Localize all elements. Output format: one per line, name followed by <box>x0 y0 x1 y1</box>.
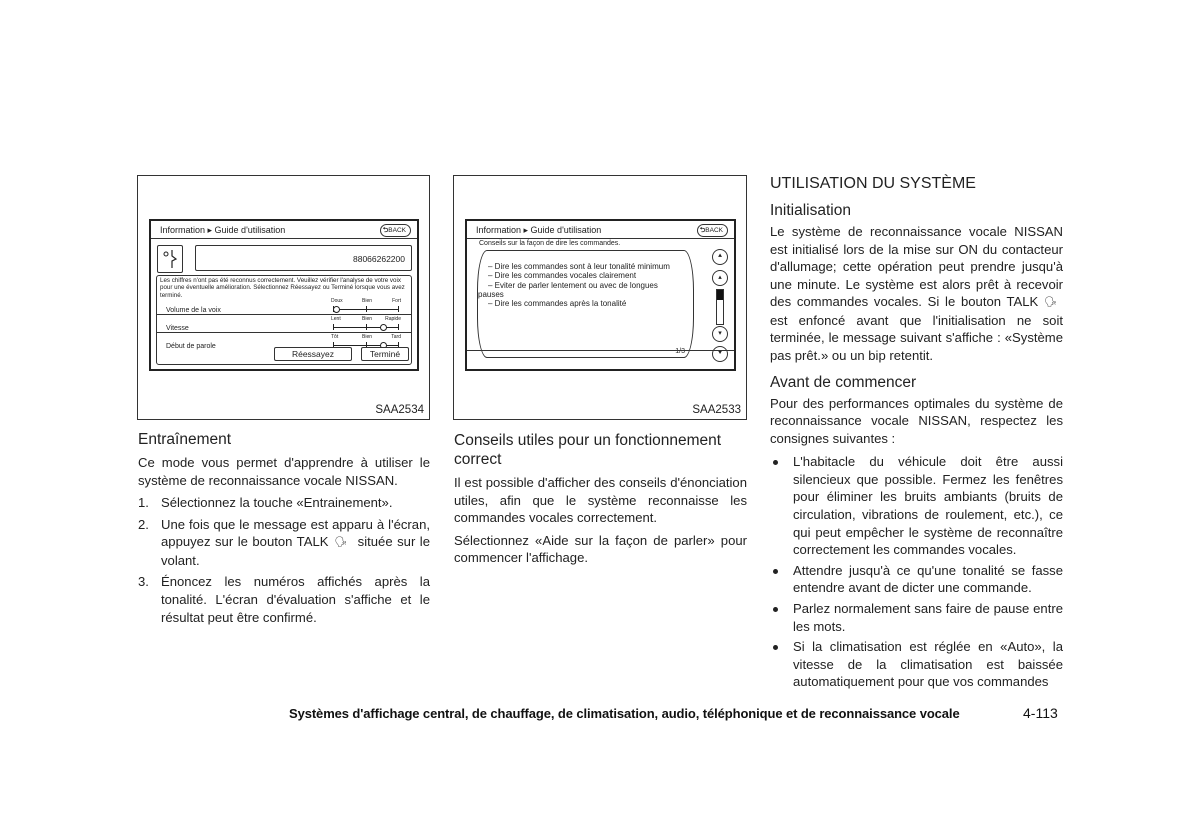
tip-item: – Dire les commandes vocales clairement <box>488 271 637 281</box>
talk-button-icon: 🗣 <box>334 537 348 549</box>
paragraph: Il est possible d'afficher des conseils d'énonciation utiles, afin que le système reconnaisse les commandes vocales correctement. <box>454 475 747 526</box>
paragraph: Pour des performances optimales du système de reconnaissance vocale NISSAN, respectez les consignes suivantes : <box>770 395 1063 446</box>
column-tips <box>454 431 747 567</box>
paragraph: Le système de reconnaissance vocale NISSAN est initialisé lors de la mise sur ON du contacteur d'allumage; cette opération peut prendre jusqu'à une minute. Le système est alors prêt à recevoir des commandes vocales. Si le bouton TALK 🗣est enfoncé avant que l'initialisation ne soit terminée, le message suivant s'affiche : «Système pas prêt.» ou un bip retentit. <box>770 224 1063 363</box>
evaluation-panel <box>156 275 412 365</box>
back-arrow-icon: ⮌ <box>382 227 389 234</box>
screen-header <box>467 221 734 239</box>
speaking-tips-screen <box>465 219 736 371</box>
bullet-dot <box>773 645 778 650</box>
section-heading: Conseils utiles pour un fonctionnement correct <box>454 432 722 468</box>
tip-item: – Dire les commandes sont à leur tonalité minimum <box>488 262 670 271</box>
recognized-number-field: 88066262200 <box>195 245 412 271</box>
page-indicator: 1/3 <box>675 348 685 355</box>
step-item: 2. Une fois que le message est apparu à l'écran, appuyez sur le bouton TALK 🗣 située sur le volant. <box>138 516 430 568</box>
slider-knob[interactable] <box>333 306 340 313</box>
page-up-button[interactable] <box>712 249 728 265</box>
param-speed: Vitesse Lent Bien Rapide <box>157 316 411 333</box>
figure-tips-screen <box>453 175 747 420</box>
scrollbar[interactable] <box>716 289 724 325</box>
breadcrumb: Information ▸ Guide d'utilisation <box>160 225 286 235</box>
breadcrumb: Information ▸ Guide d'utilisation <box>476 225 602 235</box>
paragraph: Sélectionnez «Aide sur la façon de parler» pour commencer l'affichage. <box>454 532 747 566</box>
tips-panel <box>477 250 694 358</box>
bullet-item: Parlez normalement sans faire de pause entre les mots. <box>770 600 1063 635</box>
screen-footer-divider <box>467 350 734 351</box>
chevron-up-icon: ▴ <box>718 274 722 281</box>
volume-slider[interactable]: Doux Bien Fort <box>331 298 401 315</box>
chevron-down-icon: ▾ <box>718 330 722 337</box>
figure-code: SAA2534 <box>375 404 424 416</box>
retry-button[interactable]: Réessayez <box>274 347 352 361</box>
bullet-item: Si la climatisation est réglée en «Auto», la vitesse de la climatisation est baissée automatiquement pour que vos commandes <box>770 638 1063 691</box>
start-slider[interactable]: Tôt Bien Tard <box>331 334 401 351</box>
bullet-dot <box>773 460 778 465</box>
page-down-button[interactable] <box>712 346 728 362</box>
column-system-use <box>770 175 1063 691</box>
scrollbar-thumb[interactable] <box>717 290 723 300</box>
step-item: 3. Énoncez les numéros affichés après la tonalité. L'écran d'évaluation s'affiche et le résultat peut être confirmé. <box>138 574 430 625</box>
talk-button-icon: 🗣 <box>1044 297 1057 309</box>
figure-training-screen <box>137 175 430 420</box>
evaluation-message: Les chiffres n'ont pas été reconnus correctement. Veuillez vérifier l'analyse de votre voix pour une éventuelle amélioration. Sélectionnez Réessayez ou Terminé lorsque vous avez terminé. <box>160 277 405 299</box>
bullet-item: Attendre jusqu'à ce qu'une tonalité se fasse entendre avant de dicter une commande. <box>770 562 1063 597</box>
voice-training-screen <box>149 219 419 371</box>
tip-item: pauses <box>478 289 504 299</box>
page-number: 4-113 <box>1023 705 1058 721</box>
bullet-dot <box>773 607 778 612</box>
section-heading: Avant de commencer <box>770 373 917 391</box>
tips-list <box>478 262 670 309</box>
running-footer: Systèmes d'affichage central, de chauffage, de climatisation, audio, téléphonique et de reconnaissance vocale <box>289 706 960 721</box>
double-chevron-up-icon: ⯅ <box>717 253 723 260</box>
back-button[interactable]: ⮌BACK <box>697 224 728 237</box>
param-start: Début de parole Tôt Bien Tard <box>166 334 401 350</box>
slider-knob[interactable] <box>380 324 387 331</box>
scroll-up-button[interactable] <box>712 270 728 286</box>
bullet-dot <box>773 569 778 574</box>
tip-item: – Dire les commandes après la tonalité <box>488 299 627 309</box>
screen-header <box>151 221 417 239</box>
step-item: 1. Sélectionnez la touche «Entrainement». <box>138 495 393 511</box>
figure-code: SAA2533 <box>692 404 741 416</box>
paragraph: Ce mode vous permet d'apprendre à utiliser le système de reconnaissance vocale NISSAN. <box>138 455 430 488</box>
double-chevron-down-icon: ⯆ <box>717 350 723 357</box>
tips-title: Conseils sur la façon de dire les commandes. <box>479 240 621 247</box>
bullet-item: L'habitacle du véhicule doit être aussi silencieux que possible. Fermez les fenêtres pour éliminer les bruits ambiants (bruits de circulation, vibrations de roulement, etc.), ce qui peut empêcher le système de reconnaître correctement les commandes vocales. <box>770 453 1063 559</box>
param-volume: Volume de la voix Doux Bien Fort <box>157 298 411 315</box>
back-arrow-icon: ⮌ <box>699 227 706 234</box>
column-training <box>138 431 430 626</box>
speed-slider[interactable]: Lent Bien Rapide <box>331 316 401 333</box>
section-heading: Initialisation <box>770 202 851 219</box>
chapter-heading: UTILISATION DU SYSTÈME <box>770 175 976 192</box>
section-heading: Entraînement <box>138 431 232 448</box>
voice-face-icon <box>157 245 183 273</box>
done-button[interactable]: Terminé <box>361 347 409 361</box>
back-button[interactable]: ⮌BACK <box>380 224 411 237</box>
scroll-down-button[interactable] <box>712 326 728 342</box>
tip-item: – Eviter de parler lentement ou avec de longues <box>488 280 658 290</box>
